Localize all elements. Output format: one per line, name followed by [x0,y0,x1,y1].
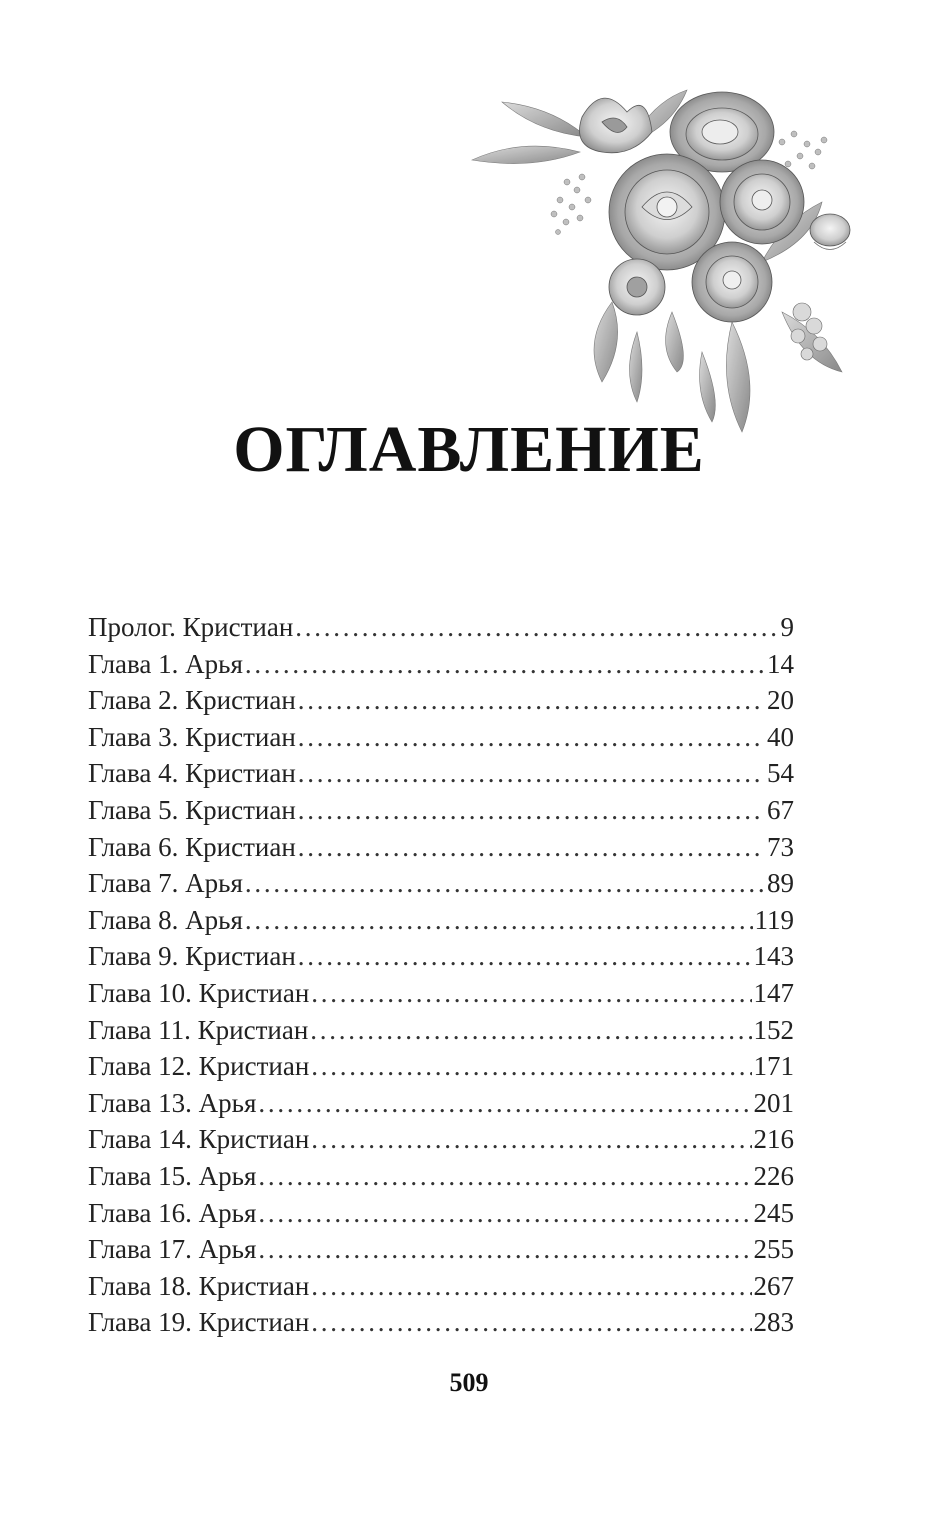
toc-entry [88,1234,794,1271]
toc-dot-leader [245,649,765,680]
toc-dot-leader [295,612,778,643]
toc-entry-label: Глава 2. Кристиан [88,685,296,716]
toc-entry-label: Глава 19. Кристиан [88,1307,310,1338]
toc-entry-page: 226 [753,1160,794,1191]
toc-entry-label: Пролог. Кристиан [88,612,294,642]
toc-entry-page: 245 [753,1197,794,1228]
toc-dot-leader [298,758,765,789]
toc-dot-leader [298,722,765,753]
toc-entry-page: 54 [767,758,794,789]
toc-entry [88,1198,794,1235]
toc-entry-page: 201 [753,1087,794,1118]
toc-entry [88,941,794,978]
page-title: ОГЛАВЛЕНИЕ [233,413,705,486]
toc-entry-label: Глава 1. Арья [88,648,243,679]
floral-bouquet-illustration [462,82,862,442]
toc-entry-label: Глава 14. Кристиан [88,1124,310,1155]
toc-entry-label: Глава 13. Арья [88,1087,257,1118]
gypsophila-right [779,131,827,169]
toc-dot-leader [298,832,765,863]
toc-dot-leader [311,978,751,1009]
toc-entry-page: 40 [767,721,794,752]
toc-entry-label: Глава 18. Кристиан [88,1270,310,1301]
toc-dot-leader [245,868,765,899]
toc-entry-page: 14 [767,648,794,679]
toc-dot-leader [258,1088,751,1119]
toc-entry-page: 67 [767,794,794,825]
toc-entry-label: Глава 6. Кристиан [88,831,296,862]
toc-entry-page: 171 [753,1051,794,1082]
toc-entry-page: 283 [753,1307,794,1338]
toc-entry-page: 143 [753,941,794,972]
toc-entry-page: 147 [753,977,794,1008]
toc-entry [88,758,794,795]
toc-entry-label: Глава 17. Арья [88,1234,257,1265]
toc-dot-leader [258,1198,751,1229]
small-flower [609,259,665,315]
toc-dot-leader [245,905,753,936]
toc-entry [88,1307,794,1344]
toc-dot-leader [298,941,752,972]
toc-entry [88,868,794,905]
toc-entry [88,612,794,649]
toc-entry [88,649,794,686]
toc-dot-leader [310,1015,751,1046]
toc-entry-label: Глава 8. Арья [88,904,243,935]
toc-entry-label: Глава 10. Кристиан [88,977,310,1008]
toc-entry-page: 9 [780,612,794,642]
toc-entry [88,795,794,832]
rosebud [810,214,850,250]
toc-entry [88,1015,794,1052]
toc-entry-label: Глава 9. Кристиан [88,941,296,972]
peony-lower [692,242,772,322]
toc-dot-leader [311,1124,751,1155]
toc-dot-leader [311,1051,751,1082]
toc-entry [88,832,794,869]
toc-entry [88,978,794,1015]
toc-entry-label: Глава 15. Арья [88,1160,257,1191]
toc-entry [88,905,794,942]
page-number: 509 [449,1368,489,1397]
toc-entry [88,722,794,759]
toc-entry-page: 255 [753,1234,794,1265]
toc-entry [88,1161,794,1198]
rose-right [720,160,804,244]
toc-dot-leader [298,685,765,716]
toc-entry-label: Глава 3. Кристиан [88,721,296,752]
toc-entry-label: Глава 12. Кристиан [88,1051,310,1082]
toc-entry-label: Глава 7. Арья [88,868,243,899]
toc-entry-label: Глава 11. Кристиан [88,1014,309,1045]
toc-dot-leader [258,1234,751,1265]
lily-left [580,98,653,153]
toc-entry [88,1051,794,1088]
toc-entry-label: Глава 16. Арья [88,1197,257,1228]
toc-dot-leader [311,1307,751,1338]
toc-entry-page: 152 [753,1014,794,1045]
toc-dot-leader [298,795,765,826]
toc-entry-label: Глава 4. Кристиан [88,758,296,789]
toc-entry [88,1271,794,1308]
toc-entry-page: 89 [767,868,794,899]
toc-entry-page: 119 [754,904,794,935]
toc-entry-page: 267 [753,1270,794,1301]
toc-entry-page: 73 [767,831,794,862]
toc-entry [88,1124,794,1161]
toc-entry-page: 20 [767,685,794,716]
toc-entry [88,1088,794,1125]
table-of-contents [88,612,794,1344]
gypsophila-left [551,174,591,235]
toc-entry-label: Глава 5. Кристиан [88,794,296,825]
toc-entry-page: 216 [753,1124,794,1155]
toc-dot-leader [258,1161,751,1192]
toc-dot-leader [311,1271,751,1302]
toc-entry [88,685,794,722]
